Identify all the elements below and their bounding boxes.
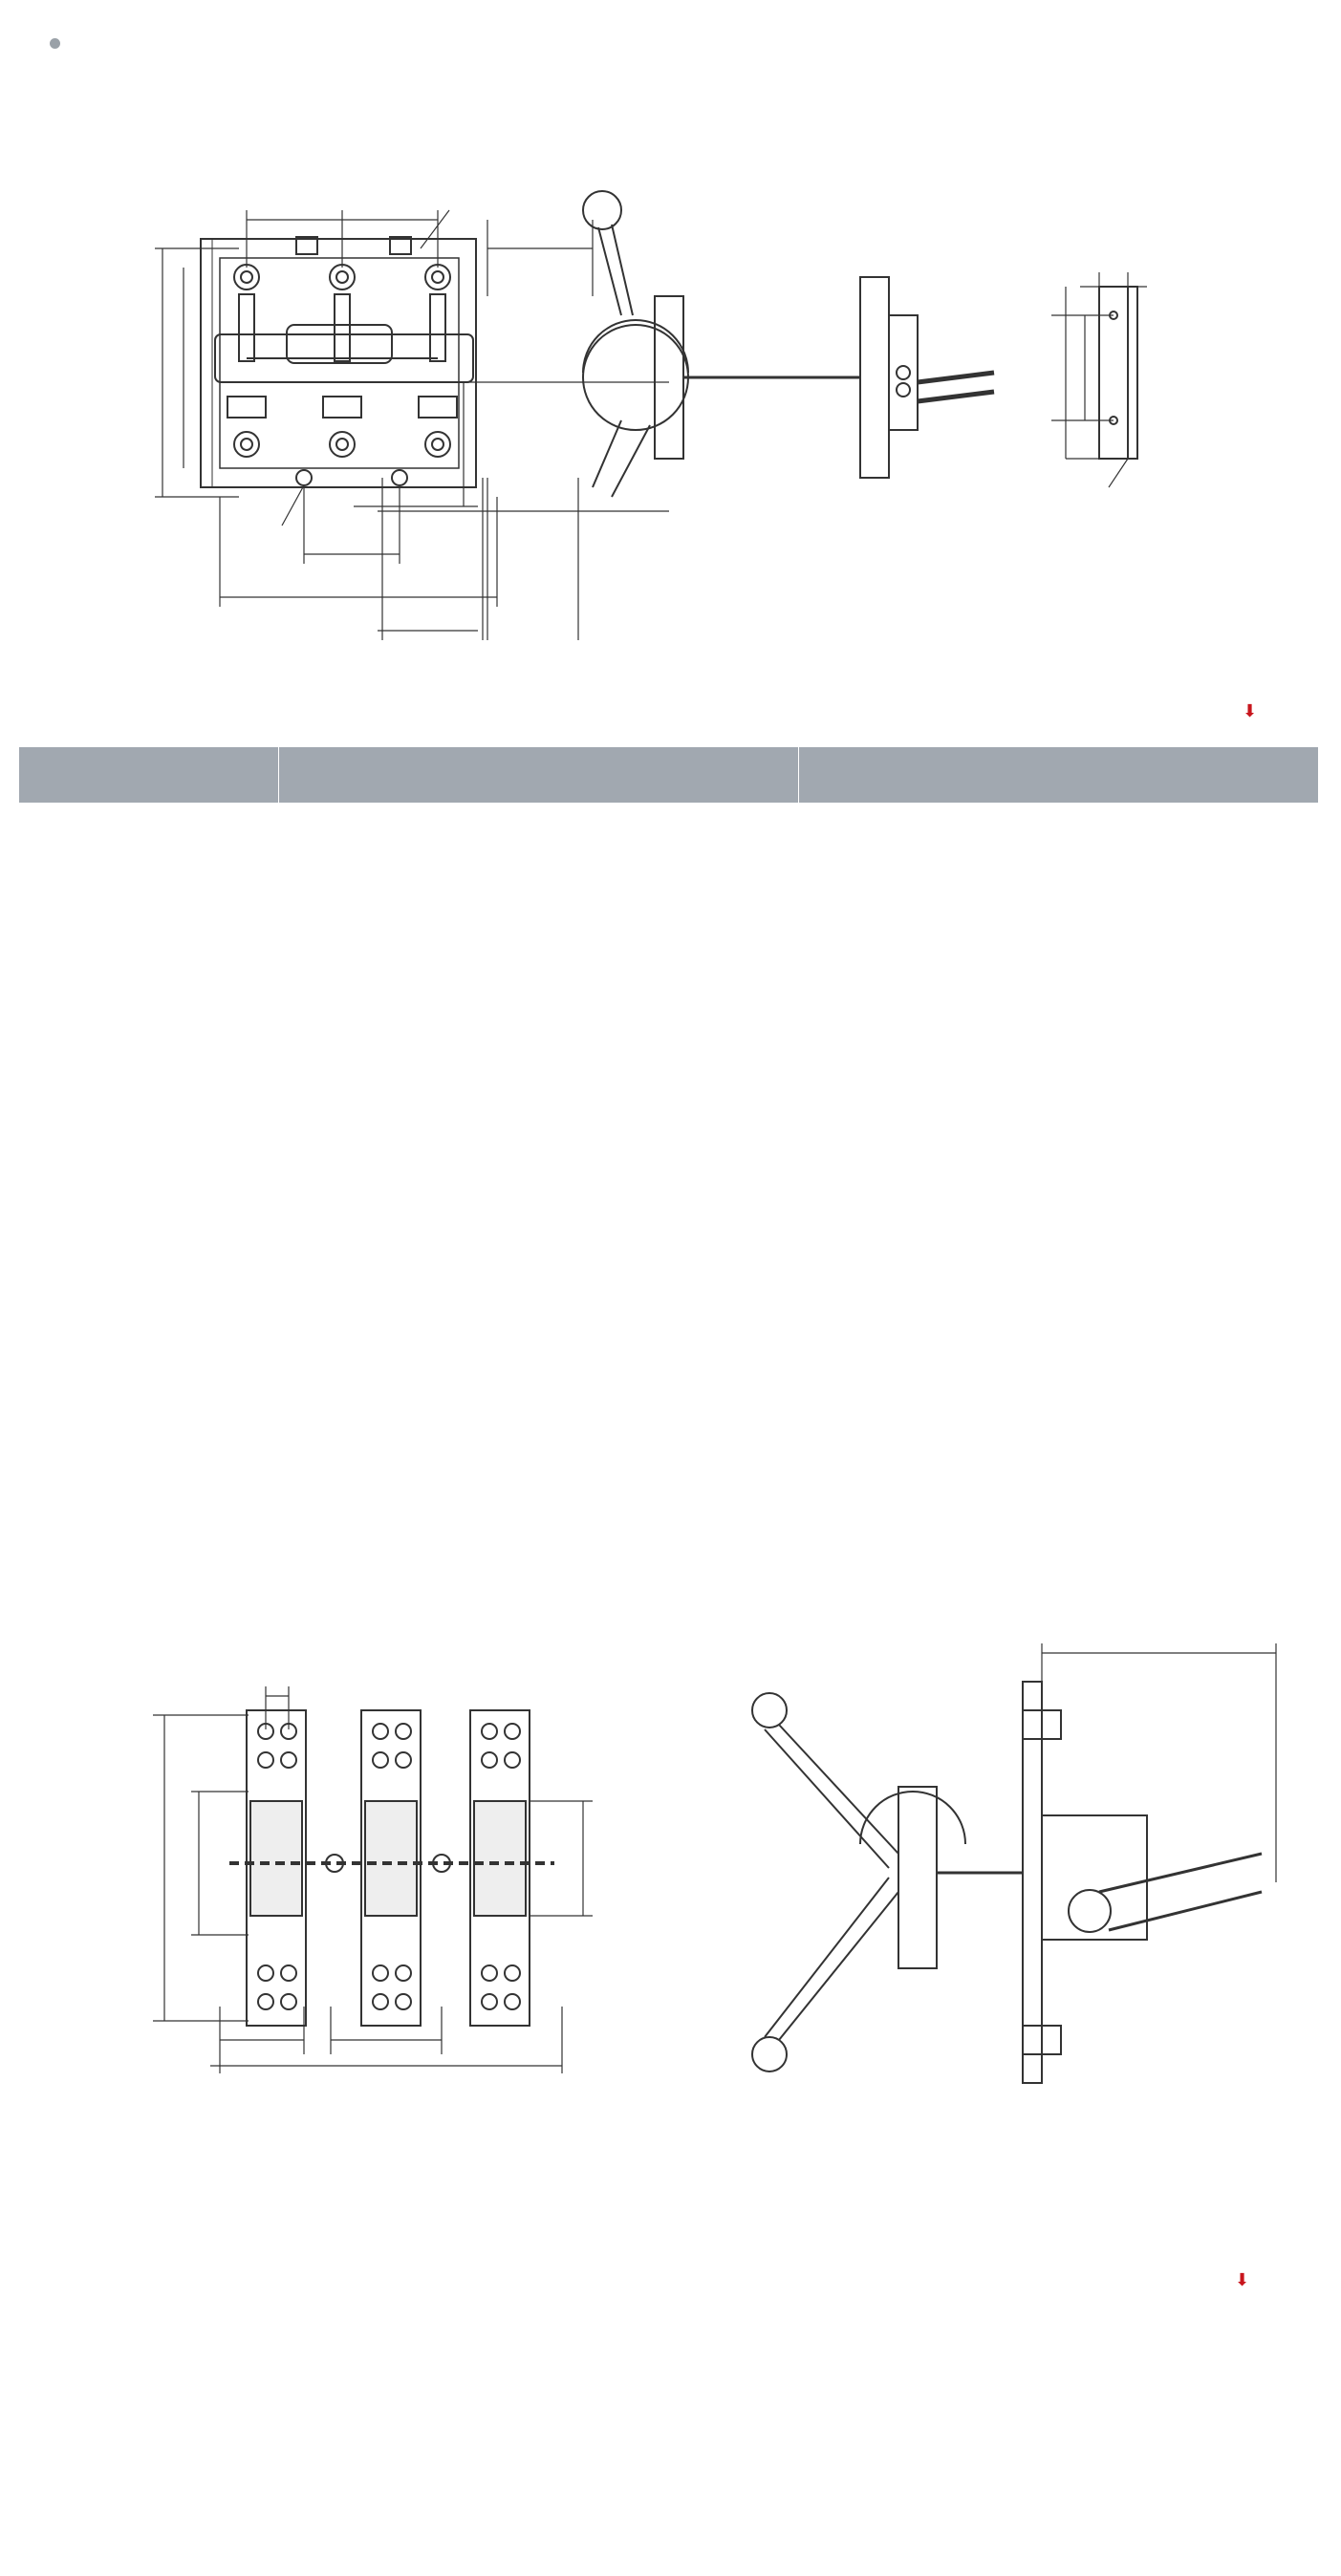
bullet-dot bbox=[50, 38, 60, 49]
figure1-drawing bbox=[134, 182, 1243, 640]
down-arrow-icon: ⬇ bbox=[1243, 701, 1258, 721]
group-outer-dims bbox=[279, 747, 799, 804]
table2 bbox=[19, 747, 1319, 804]
col-model bbox=[19, 747, 279, 804]
side-view-lines bbox=[583, 191, 994, 497]
table2-label bbox=[1239, 701, 1257, 721]
table3-label bbox=[1231, 2270, 1249, 2290]
group-install-dims bbox=[799, 747, 1319, 804]
figure2-drawing bbox=[134, 1605, 1281, 2140]
section-heading bbox=[50, 38, 74, 49]
down-arrow-icon: ⬇ bbox=[1235, 2270, 1250, 2290]
